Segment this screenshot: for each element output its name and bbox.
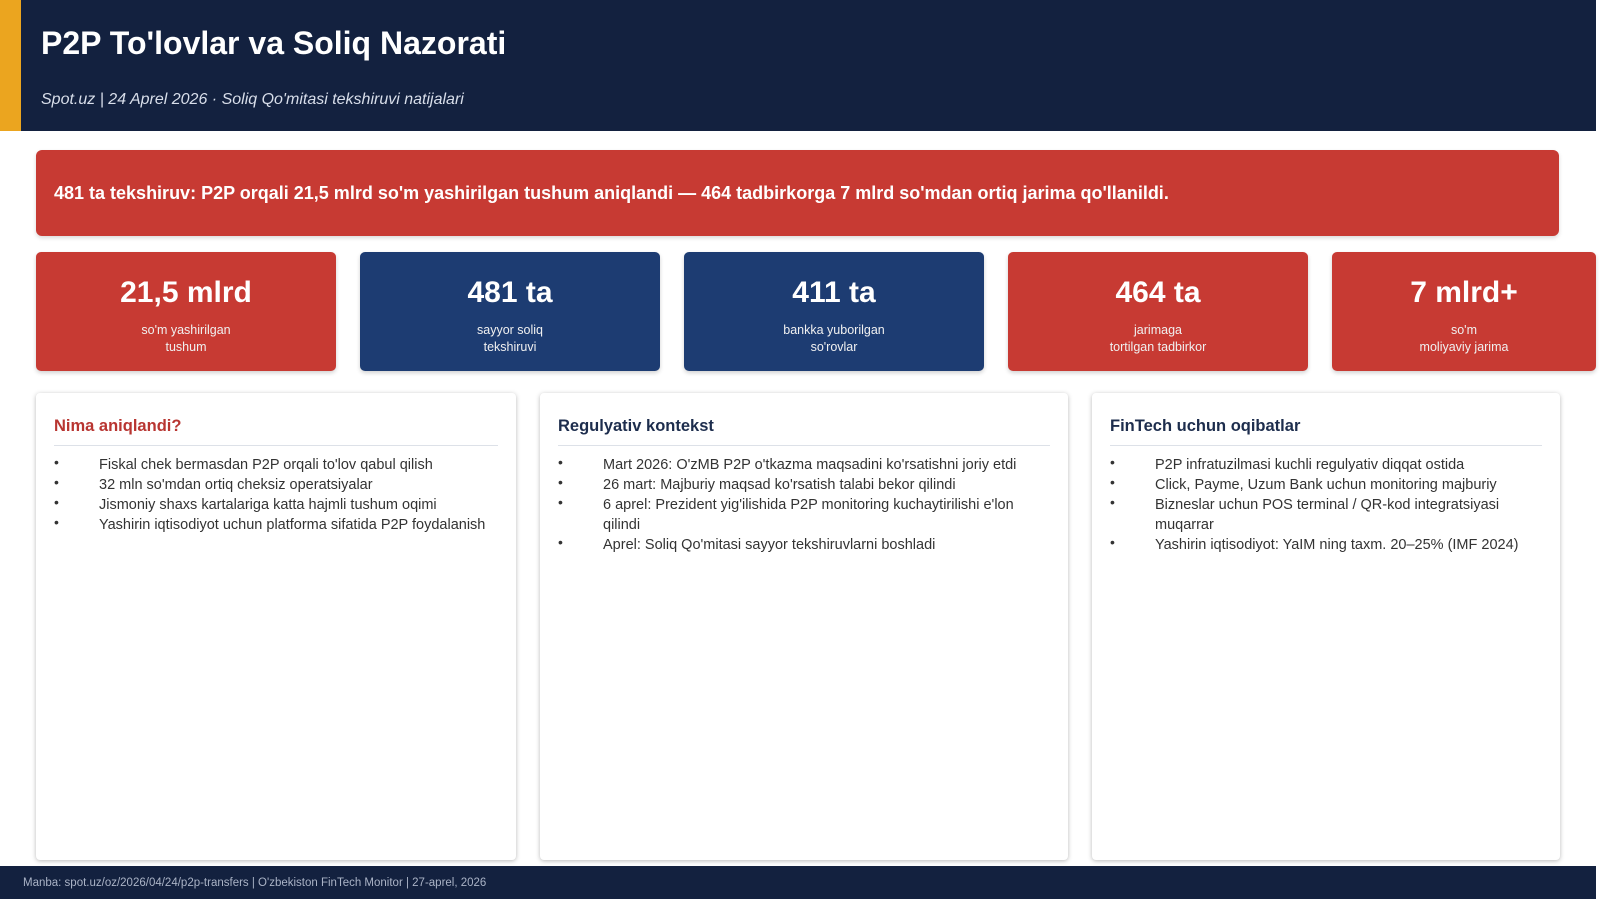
card-list <box>558 455 1050 555</box>
card-heading: Regulyativ kontekst <box>558 417 1050 446</box>
bullet-icon: • <box>1110 454 1115 470</box>
stat-label-line: moliyaviy jarima <box>1419 340 1509 354</box>
card-fintech-consequences <box>1092 393 1560 860</box>
list-item: • Aprel: Soliq Qo'mitasi sayyor tekshiruvlarni boshladi <box>558 534 936 553</box>
stat-label-line: tortilgan tadbirkor <box>1109 340 1207 354</box>
stat-card-bank-requests <box>684 252 984 371</box>
headline-text: 481 ta tekshiruv: P2P orqali 21,5 mlrd so'm yashirilgan tushum aniqlandi — 464 tadbirkorga 7 mlrd so'mdan ortiq jarima qo'llanildi. <box>54 182 1169 203</box>
card-list <box>54 455 498 535</box>
card-heading: Nima aniqlandi? <box>54 417 498 446</box>
stat-card-fined-entrepreneurs <box>1008 252 1308 371</box>
stat-label-line: tekshiruvi <box>483 340 537 354</box>
list-item: • P2P infratuzilmasi kuchli regulyativ diqqat ostida <box>1110 454 1465 473</box>
bullet-icon: • <box>54 514 59 530</box>
page-subtitle: Spot.uz | 24 Aprel 2026 · Soliq Qo'mitasi tekshiruvi natijalari <box>41 91 464 108</box>
stat-label <box>36 322 336 356</box>
list-item: • Fiskal chek bermasdan P2P orqali to'lov qabul qilish <box>54 454 433 473</box>
list-item: • Yashirin iqtisodiyot uchun platforma sifatida P2P foydalanish <box>54 514 486 533</box>
stat-value: 7 mlrd+ <box>1410 276 1518 309</box>
stat-card-financial-fines <box>1332 252 1596 371</box>
bullet-icon: • <box>54 454 59 470</box>
bullet-icon: • <box>558 494 563 510</box>
bullet-icon: • <box>558 454 563 470</box>
card-regulatory-context <box>540 393 1068 860</box>
bullet-icon: • <box>1110 534 1115 550</box>
bullet-icon: • <box>54 494 59 510</box>
bullet-icon: • <box>54 474 59 490</box>
stat-label-line: so'rovlar <box>810 340 858 354</box>
stat-card-inspections <box>360 252 660 371</box>
stat-label <box>1332 322 1596 356</box>
list-item: • Click, Payme, Uzum Bank uchun monitoring majburiy <box>1110 474 1497 493</box>
card-findings <box>36 393 516 860</box>
list-item: • Jismoniy shaxs kartalariga katta hajmli tushum oqimi <box>54 494 437 513</box>
header-accent-stripe <box>0 0 21 131</box>
list-item: • 26 mart: Majburiy maqsad ko'rsatish talabi bekor qilindi <box>558 474 956 493</box>
bullet-icon: • <box>1110 494 1115 510</box>
source-note: Manba: spot.uz/oz/2026/04/24/p2p-transfers | O'zbekiston FinTech Monitor | 27-aprel, 2026 <box>23 876 487 889</box>
stat-label-line: sayyor soliq <box>477 323 543 337</box>
stat-label <box>684 322 984 356</box>
headline-banner <box>36 150 1559 236</box>
footer-bar <box>0 866 1596 899</box>
stat-value: 464 ta <box>1115 276 1201 309</box>
stat-label <box>1008 322 1308 356</box>
stat-value: 21,5 mlrd <box>120 276 252 309</box>
list-item: • Bizneslar uchun POS terminal / QR-kod integratsiyasi muqarrar <box>1110 494 1500 533</box>
stat-label-line: jarimaga <box>1134 323 1182 337</box>
stat-label-line: so'm yashirilgan <box>141 323 231 337</box>
list-item: • Yashirin iqtisodiyot: YaIM ning taxm. 20–25% (IMF 2024) <box>1110 534 1519 553</box>
header-bar <box>0 0 1596 131</box>
bullet-icon: • <box>558 534 563 550</box>
list-item: • 6 aprel: Prezident yig'ilishida P2P monitoring kuchaytirilishi e'lon qilindi <box>558 494 1014 533</box>
stat-card-hidden-revenue <box>36 252 336 371</box>
bullet-icon: • <box>558 474 563 490</box>
stat-label-line: tushum <box>165 340 207 354</box>
stat-label <box>360 322 660 356</box>
card-list <box>1110 455 1542 555</box>
list-item: • Mart 2026: O'zMB P2P o'tkazma maqsadini ko'rsatishni joriy etdi <box>558 454 1017 473</box>
card-heading: FinTech uchun oqibatlar <box>1110 417 1542 446</box>
stat-label-line: bankka yuborilgan <box>783 323 885 337</box>
bullet-icon: • <box>1110 474 1115 490</box>
list-item: • 32 mln so'mdan ortiq cheksiz operatsiyalar <box>54 474 373 493</box>
stat-value: 411 ta <box>792 276 876 309</box>
page-title: P2P To'lovlar va Soliq Nazorati <box>41 25 507 61</box>
stat-label-line: so'm <box>1450 323 1477 337</box>
stat-value: 481 ta <box>467 276 553 309</box>
